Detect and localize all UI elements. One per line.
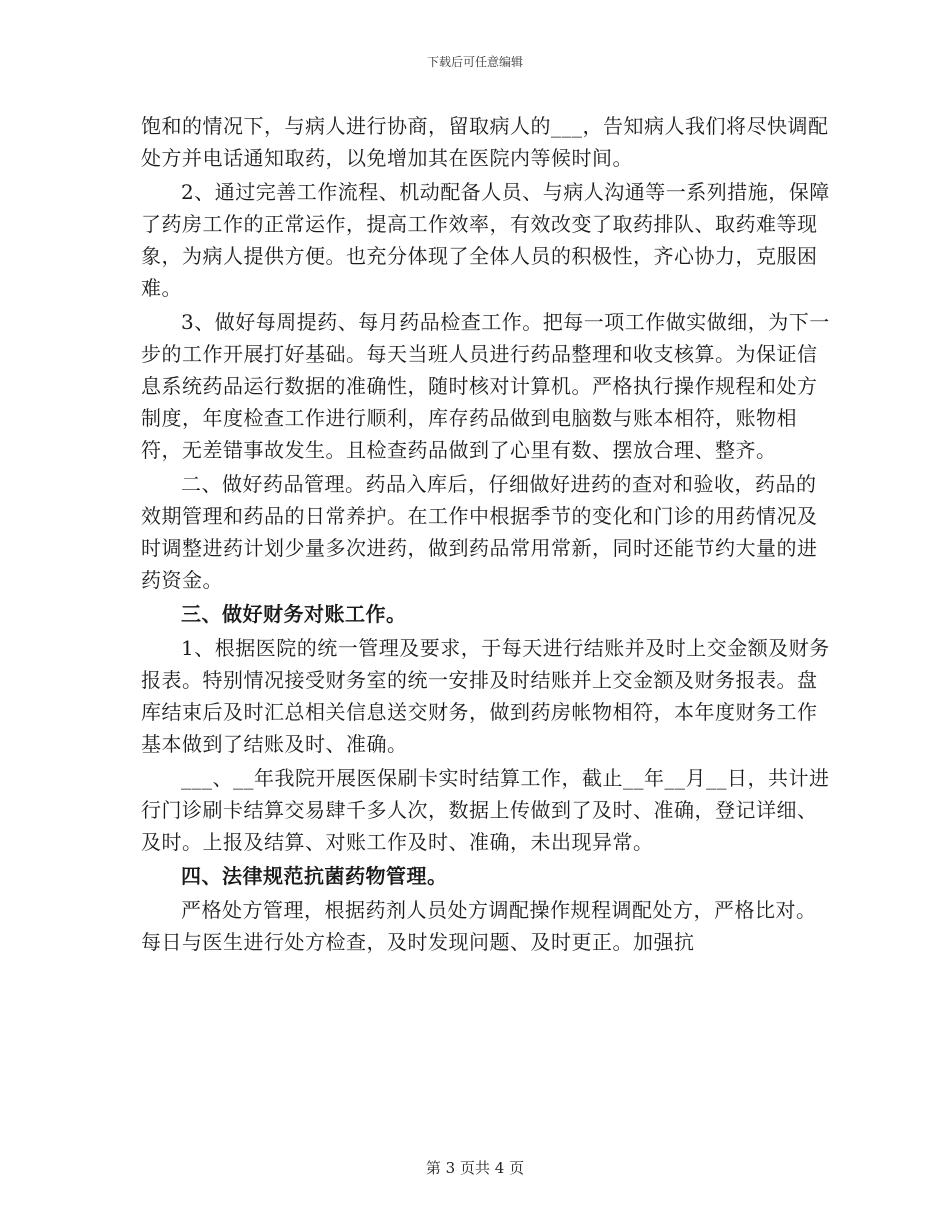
paragraph-finance-1: 1、根据医院的统一管理及要求，于每天进行结账并及时上交金额及财务报表。特别情况接受财务室的统一安排及时结账并上交金额及财务报表。盘库结束后及时汇总相关信息送交财务，做到药房帐物相符，本年度财务工作基本做到了结账及时、准确。 [141, 636, 830, 756]
section-heading-antibiotics: 四、法律规范抗菌药物管理。 [181, 864, 448, 888]
document-body [141, 110, 831, 958]
page-footer: 第 3 页共 4 页 [425, 1159, 525, 1177]
paragraph-item-2: 2、通过完善工作流程、机动配备人员、与病人沟通等一系列措施，保障了药房工作的正常运作，提高工作效率，有效改变了取药排队、取药难等现象，为病人提供方便。也充分体现了全体人员的积极性，齐心协力，克服困难。 [141, 180, 830, 300]
section-heading-finance: 三、做好财务对账工作。 [181, 602, 407, 626]
paragraph-continuation: 饱和的情况下，与病人进行协商，留取病人的___，告知病人我们将尽快调配处方并电话通知取药，以免增加其在医院内等候时间。 [141, 114, 829, 170]
paragraph-drug-management: 二、做好药品管理。药品入库后，仔细做好进药的查对和验收，药品的效期管理和药品的日常养护。在工作中根据季节的变化和门诊的用药情况及时调整进药计划少量多次进药，做到药品常用常新，同时还能节约大量的进药资金。 [141, 472, 818, 592]
paragraph-prescription: 严格处方管理，根据药剂人员处方调配操作规程调配处方，严格比对。每日与医生进行处方检查，及时发现问题、及时更正。加强抗 [141, 898, 817, 954]
paragraph-insurance: ___、__年我院开展医保刷卡实时结算工作，截止__年__月__日，共计进行门诊刷卡结算交易肆千多人次，数据上传做到了及时、准确，登记详细、及时。上报及结算、对账工作及时、准确，未出现异常。 [141, 766, 830, 854]
paragraph-item-3: 3、做好每周提药、每月药品检查工作。把每一项工作做实做细，为下一步的工作开展打好基础。每天当班人员进行药品整理和收支核算。为保证信息系统药品运行数据的准确性，随时核对计算机。严格执行操作规程和处方制度，年度检查工作进行顺利，库存药品做到电脑数与账本相符，账物相符，无差错事故发生。且检查药品做到了心里有数、摆放合理、整齐。 [141, 310, 830, 462]
page-header: 下载后可任意编辑 [426, 55, 523, 69]
